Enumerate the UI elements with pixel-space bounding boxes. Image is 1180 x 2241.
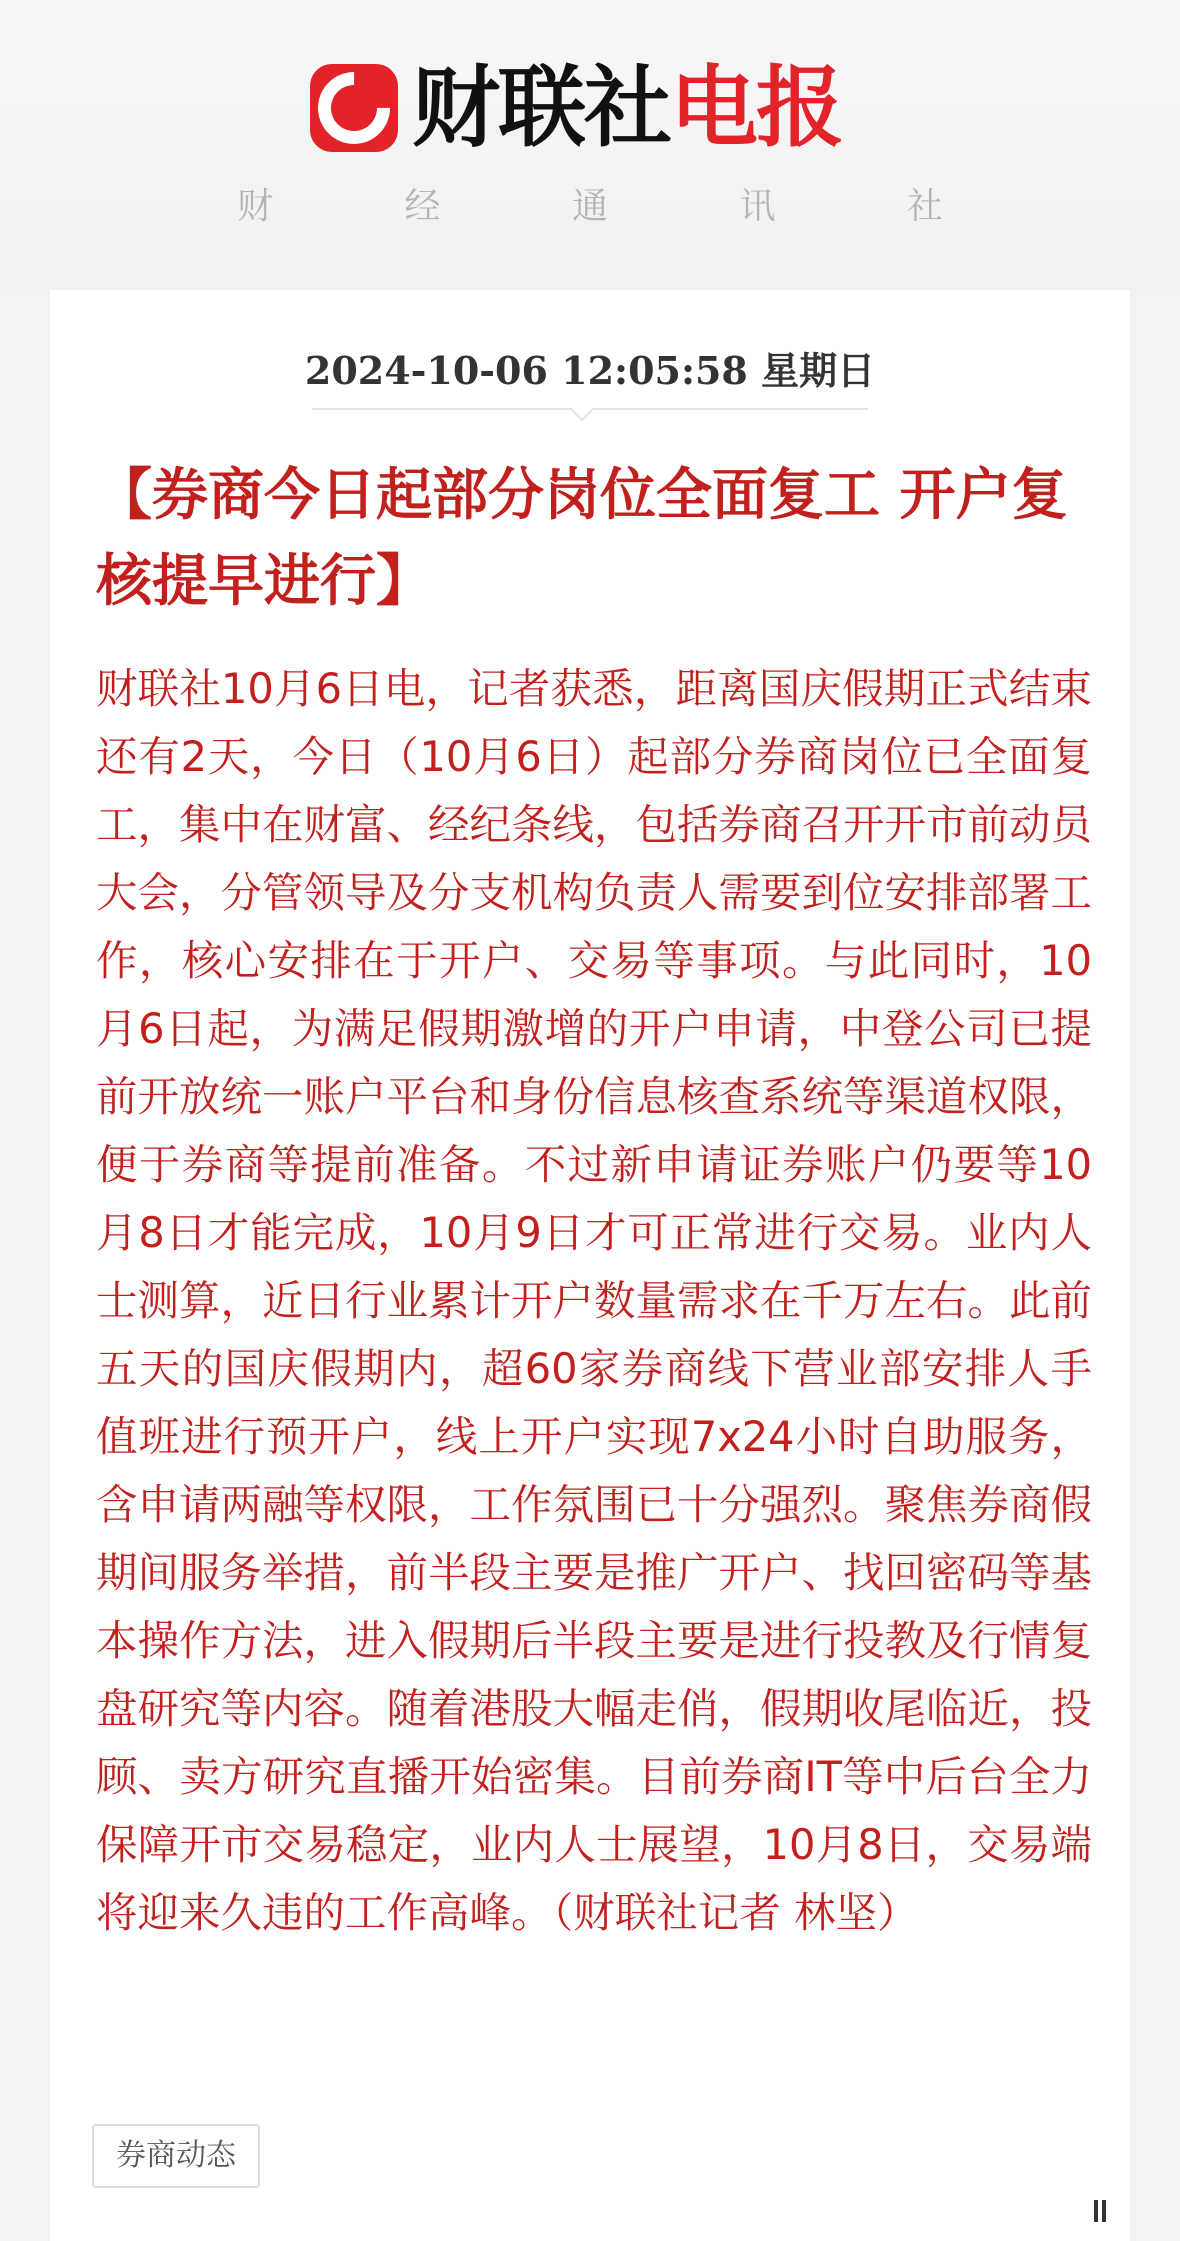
header bbox=[0, 0, 1180, 290]
article-datetime: 2024-10-06 12:05:58 星期日 bbox=[304, 348, 876, 393]
article-body: 财联社10月6日电，记者获悉，距离国庆假期正式结束还有2天，今日（10月6日）起部分券商岗位已全面复工，集中在财富、经纪条线，包括券商召开开市前动员大会，分管领导及分支机构负责人需要到位安排部署工作，核心安排在于开户、交易等事项。与此同时，10月6日起，为满足假期激增的开户申请，中登公司已提前开放统一账户平台和身份信息核查系统等渠道权限，便于券商等提前准备。不过新申请证券账户仍要等10月8日才能完成，10月9日才可正常进行交易。业内人士测算，近日行业累计开户数量需求在千万左右。此前五天的国庆假期内，超60家券商线下营业部安排人手值班进行预开户，线上开户实现7x24小时自助服务，含申请两融等权限，工作氛围已十分强烈。聚焦券商假期间服务举措，前半段主要是推广开户、找回密码等基本操作方法，进入假期后半段主要是进行投教及行情复盘研究等内容。随着港股大幅走俏，假期收尾临近，投顾、卖方研究直播开始密集。目前券商IT等中后台全力保障开市交易稳定，业内人士展望，10月8日，交易端将迎来久违的工作高峰。（财联社记者 林坚） bbox=[96, 664, 1093, 1937]
brand-tagline: 财 经 通 讯 社 bbox=[237, 186, 1003, 227]
brand-logo bbox=[310, 58, 842, 158]
tag-chip[interactable]: 券商动态 bbox=[92, 2124, 260, 2188]
cls-c-logo-icon bbox=[310, 64, 398, 152]
brand-name: 财联社 bbox=[412, 56, 671, 159]
pause-icon bbox=[1094, 2200, 1124, 2212]
brand-name-highlight: 电报 bbox=[670, 56, 843, 159]
article-headline: 【券商今日起部分岗位全面复工 开户复核提早进行】 bbox=[96, 462, 1068, 614]
